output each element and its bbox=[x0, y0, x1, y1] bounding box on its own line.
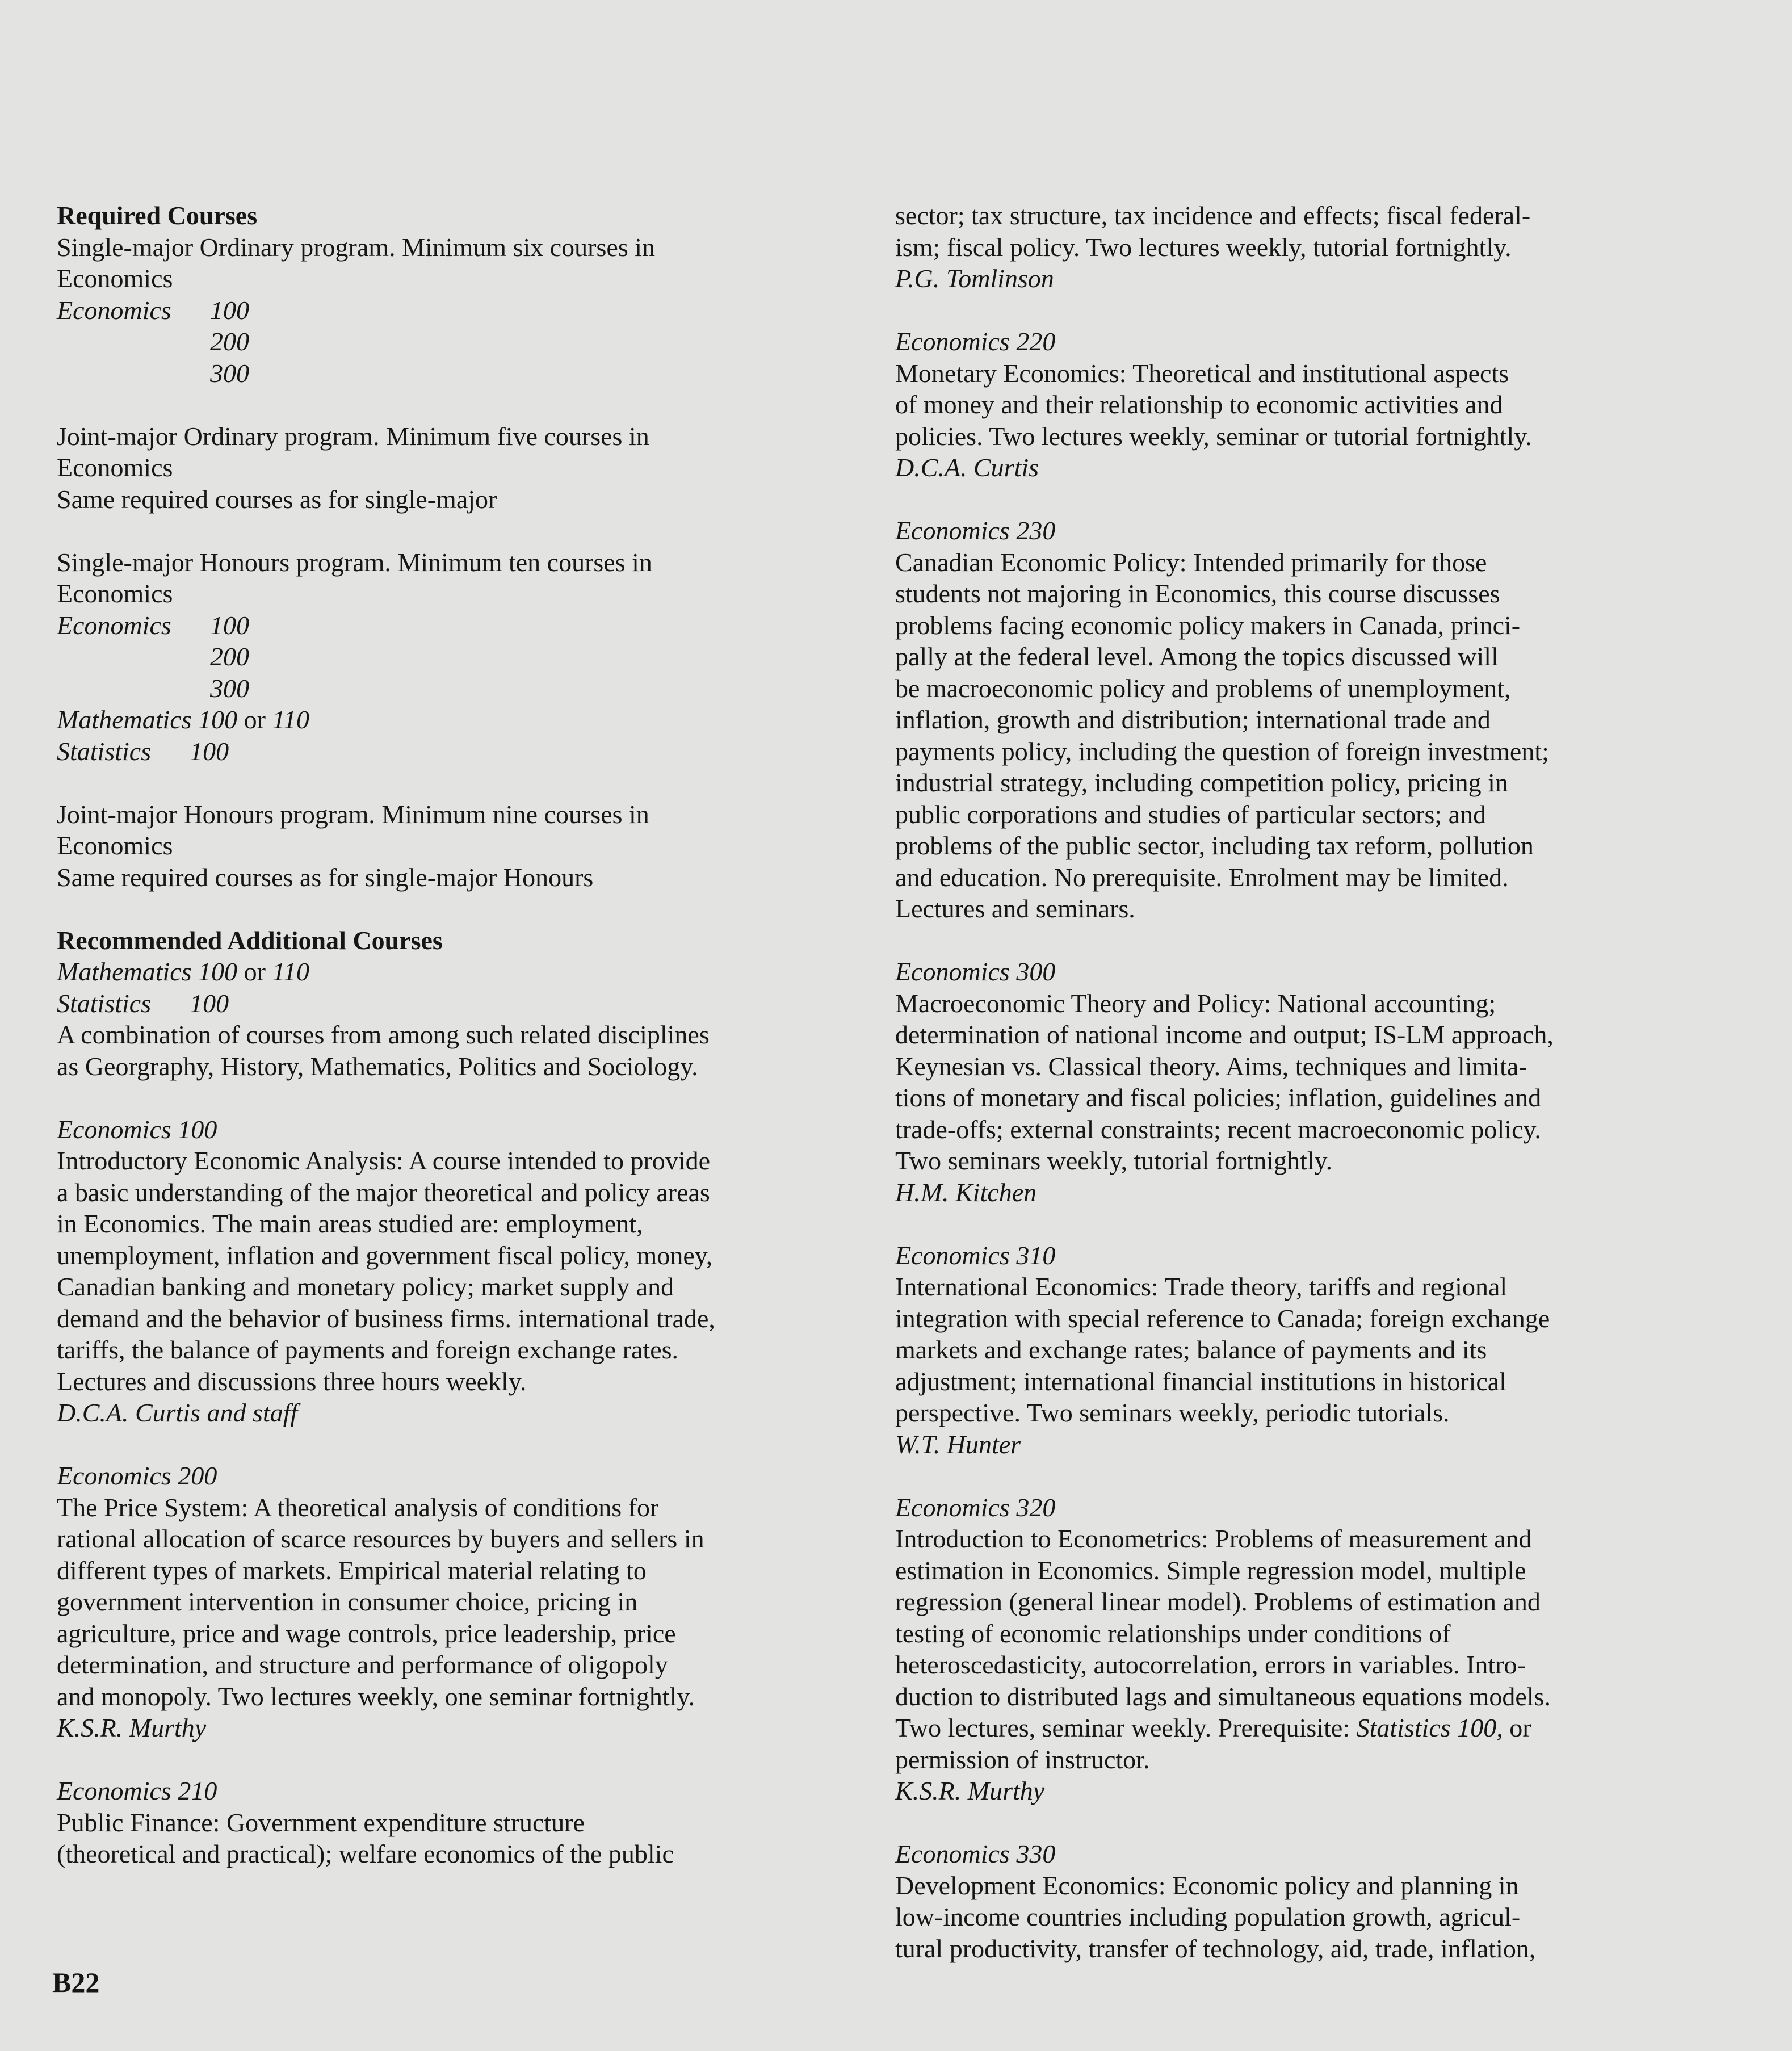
joint-major-ordinary-line-3: Same required courses as for single-major bbox=[57, 484, 497, 514]
single-major-honours-line-1: Single-major Honours program. Minimum ten courses in bbox=[57, 547, 652, 577]
required-courses-heading: Required Courses bbox=[57, 201, 258, 230]
course-description-line: Lectures and seminars. bbox=[895, 894, 1135, 923]
course-description-line: public corporations and studies of particular sectors; and bbox=[895, 799, 1487, 829]
recommended-courses-heading: Recommended Additional Courses bbox=[57, 925, 443, 955]
course-description-line: rational allocation of scarce resources by buyers and sellers in bbox=[57, 1524, 704, 1553]
course-description-line: integration with special reference to Canada; foreign exchange bbox=[895, 1303, 1550, 1333]
course-description-line: Two seminars weekly, tutorial fortnightly. bbox=[895, 1146, 1333, 1175]
math-requirement-line: Mathematics 100 or 110 bbox=[57, 705, 310, 734]
course-description-line: tions of monetary and fiscal policies; inflation, guidelines and bbox=[895, 1083, 1542, 1112]
course-list-line: Economics 100 bbox=[57, 610, 249, 640]
course-list-line: 300 bbox=[210, 358, 249, 388]
course-description-line: unemployment, inflation and government fiscal policy, money, bbox=[57, 1240, 713, 1270]
course-description-line: Introduction to Econometrics: Problems of measurement and bbox=[895, 1524, 1532, 1553]
course-title-economics-200: Economics 200 bbox=[57, 1461, 217, 1490]
course-title-economics-330: Economics 330 bbox=[895, 1839, 1056, 1868]
course-description-line: tural productivity, transfer of technology, aid, trade, inflation, bbox=[895, 1933, 1536, 1963]
course-list-line: 300 bbox=[210, 673, 249, 703]
joint-major-honours-line-1: Joint-major Honours program. Minimum nine courses in bbox=[57, 799, 649, 829]
course-title-economics-100: Economics 100 bbox=[57, 1114, 217, 1144]
course-description-line: industrial strategy, including competition policy, pricing in bbox=[895, 768, 1508, 797]
stats-requirement-line: Statistics 100 bbox=[57, 736, 229, 766]
math-recommended-line: Mathematics 100 or 110 bbox=[57, 957, 310, 986]
course-instructor: K.S.R. Murthy bbox=[57, 1713, 207, 1742]
right-column bbox=[895, 200, 1735, 1964]
course-description-line: and monopoly. Two lectures weekly, one seminar fortnightly. bbox=[57, 1681, 695, 1711]
course-description-line: permission of instructor. bbox=[895, 1744, 1150, 1774]
course-description-line: sector; tax structure, tax incidence and effects; fiscal federal- bbox=[895, 201, 1531, 230]
course-description-line: Development Economics: Economic policy and planning in bbox=[895, 1870, 1519, 1900]
single-major-ordinary-line-2: Economics bbox=[57, 264, 173, 293]
course-description-line: students not majoring in Economics, this course discusses bbox=[895, 579, 1500, 608]
course-title-economics-310: Economics 310 bbox=[895, 1240, 1056, 1270]
course-description-line: Monetary Economics: Theoretical and institutional aspects bbox=[895, 358, 1509, 388]
related-disciplines-line-1: A combination of courses from among such related disciplines bbox=[57, 1020, 710, 1049]
course-instructor: W.T. Hunter bbox=[895, 1429, 1021, 1459]
course-description-line: Lectures and discussions three hours weekly. bbox=[57, 1366, 527, 1396]
course-description-line: government intervention in consumer choice, pricing in bbox=[57, 1587, 638, 1616]
course-description-line: a basic understanding of the major theoretical and policy areas bbox=[57, 1177, 710, 1207]
course-description-line: different types of markets. Empirical material relating to bbox=[57, 1555, 647, 1585]
course-description-line: Introductory Economic Analysis: A course intended to provide bbox=[57, 1146, 711, 1175]
course-description-line: in Economics. The main areas studied are: employment, bbox=[57, 1209, 643, 1238]
course-description-line: Keynesian vs. Classical theory. Aims, techniques and limita- bbox=[895, 1051, 1527, 1081]
course-description-line: of money and their relationship to economic activities and bbox=[895, 390, 1503, 419]
course-list-line: 200 bbox=[210, 327, 249, 356]
course-description-line: pally at the federal level. Among the topics discussed will bbox=[895, 642, 1499, 671]
page-number: B22 bbox=[52, 1966, 100, 1998]
course-description-line: inflation, growth and distribution; international trade and bbox=[895, 705, 1491, 734]
related-disciplines-line-2: as Georgraphy, History, Mathematics, Politics and Sociology. bbox=[57, 1051, 698, 1081]
course-description-line: testing of economic relationships under conditions of bbox=[895, 1618, 1451, 1648]
course-description-line: International Economics: Trade theory, tariffs and regional bbox=[895, 1272, 1508, 1301]
course-title-economics-230: Economics 230 bbox=[895, 516, 1056, 545]
left-column bbox=[57, 200, 863, 1870]
course-description-line: problems of the public sector, including tax reform, pollution bbox=[895, 831, 1534, 860]
course-description-line: regression (general linear model). Problems of estimation and bbox=[895, 1587, 1541, 1616]
course-instructor: K.S.R. Murthy bbox=[895, 1776, 1045, 1805]
course-title-economics-220: Economics 220 bbox=[895, 327, 1056, 356]
course-description-line: policies. Two lectures weekly, seminar or tutorial fortnightly. bbox=[895, 421, 1532, 451]
course-description-line: markets and exchange rates; balance of payments and its bbox=[895, 1335, 1487, 1364]
course-description-line: tariffs, the balance of payments and foreign exchange rates. bbox=[57, 1335, 679, 1364]
course-instructor: D.C.A. Curtis bbox=[895, 453, 1039, 482]
course-list-line: Economics 100 bbox=[57, 295, 249, 325]
course-description-line: (theoretical and practical); welfare economics of the public bbox=[57, 1839, 674, 1868]
single-major-ordinary-line-1: Single-major Ordinary program. Minimum six courses in bbox=[57, 232, 656, 262]
course-description-line: low-income countries including population growth, agricul- bbox=[895, 1902, 1521, 1931]
course-description-line: be macroeconomic policy and problems of unemployment, bbox=[895, 673, 1511, 703]
course-title-economics-300: Economics 300 bbox=[895, 957, 1056, 986]
course-description-line: agriculture, price and wage controls, price leadership, price bbox=[57, 1618, 676, 1648]
course-description-line: Public Finance: Government expenditure structure bbox=[57, 1807, 585, 1837]
stats-recommended-line: Statistics 100 bbox=[57, 988, 229, 1018]
course-description-line: duction to distributed lags and simultaneous equations models. bbox=[895, 1681, 1551, 1711]
course-description-line: trade-offs; external constraints; recent macroeconomic policy. bbox=[895, 1114, 1542, 1144]
course-description-line: determination of national income and output; IS-LM approach, bbox=[895, 1020, 1554, 1049]
course-description-line: payments policy, including the question of foreign investment; bbox=[895, 736, 1549, 766]
course-description-line: and education. No prerequisite. Enrolment may be limited. bbox=[895, 862, 1509, 892]
course-instructor: D.C.A. Curtis and staff bbox=[57, 1398, 298, 1427]
joint-major-honours-line-2: Economics bbox=[57, 831, 173, 860]
course-title-economics-210: Economics 210 bbox=[57, 1776, 217, 1805]
joint-major-ordinary-line-2: Economics bbox=[57, 453, 173, 482]
course-list-line: 200 bbox=[210, 642, 249, 671]
course-description-line: Canadian banking and monetary policy; market supply and bbox=[57, 1272, 674, 1301]
course-description-line: heteroscedasticity, autocorrelation, errors in variables. Intro- bbox=[895, 1650, 1526, 1679]
course-description-line: problems facing economic policy makers in Canada, princi- bbox=[895, 610, 1521, 640]
course-instructor: P.G. Tomlinson bbox=[895, 264, 1054, 293]
course-prerequisite-line: Two lectures, seminar weekly. Prerequisite: Statistics 100, or bbox=[895, 1713, 1531, 1742]
joint-major-ordinary-line-1: Joint-major Ordinary program. Minimum five courses in bbox=[57, 421, 649, 451]
course-instructor: H.M. Kitchen bbox=[895, 1177, 1037, 1207]
course-description-line: demand and the behavior of business firms. international trade, bbox=[57, 1303, 715, 1333]
single-major-honours-line-2: Economics bbox=[57, 579, 173, 608]
course-description-line: Canadian Economic Policy: Intended primarily for those bbox=[895, 547, 1487, 577]
course-title-economics-320: Economics 320 bbox=[895, 1492, 1056, 1522]
joint-major-honours-line-3: Same required courses as for single-major Honours bbox=[57, 862, 594, 892]
course-description-line: determination, and structure and performance of oligopoly bbox=[57, 1650, 668, 1679]
course-description-line: adjustment; international financial institutions in historical bbox=[895, 1366, 1506, 1396]
course-description-line: ism; fiscal policy. Two lectures weekly, tutorial fortnightly. bbox=[895, 232, 1512, 262]
course-description-line: The Price System: A theoretical analysis of conditions for bbox=[57, 1492, 659, 1522]
course-description-line: estimation in Economics. Simple regression model, multiple bbox=[895, 1555, 1526, 1585]
course-description-line: Macroeconomic Theory and Policy: National accounting; bbox=[895, 988, 1496, 1018]
course-description-line: perspective. Two seminars weekly, periodic tutorials. bbox=[895, 1398, 1450, 1427]
